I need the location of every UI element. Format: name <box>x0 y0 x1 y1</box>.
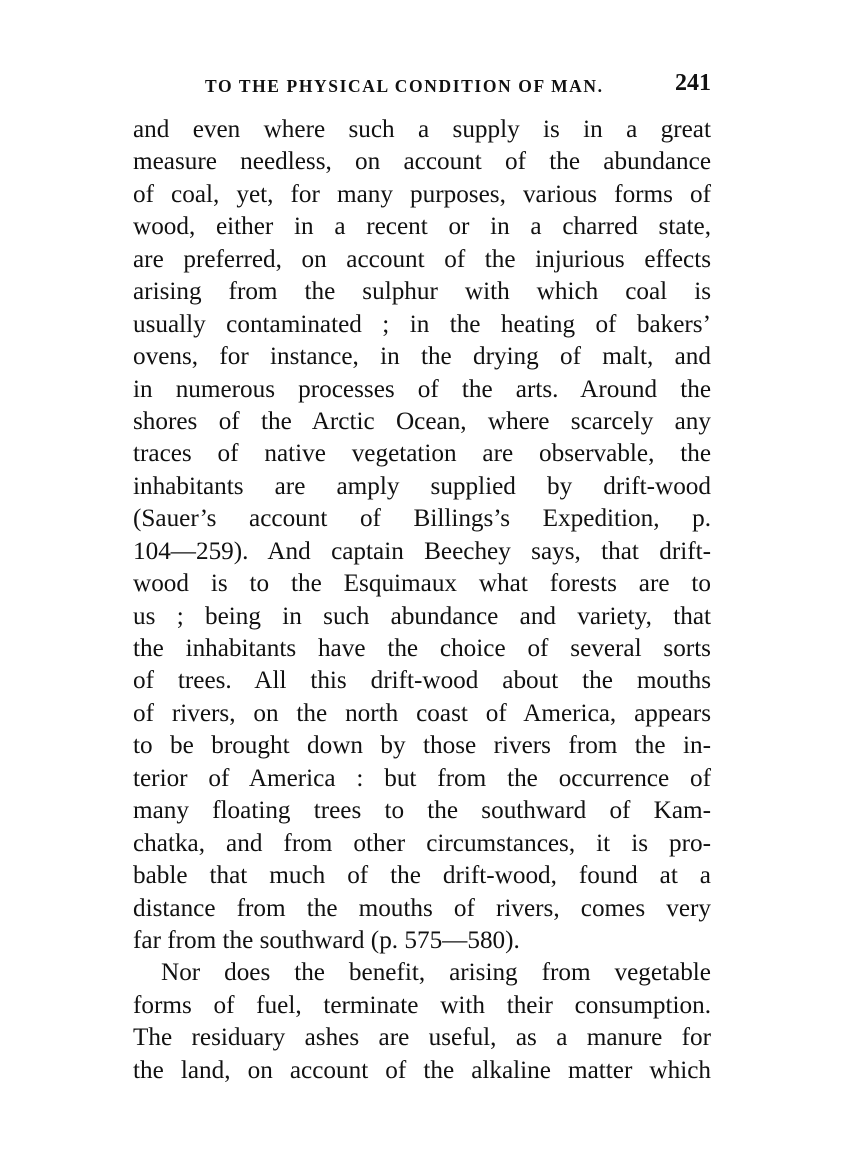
text-line: bable that much of the drift-wood, found at a <box>133 862 711 890</box>
running-header <box>133 70 711 106</box>
page-number: 241 <box>675 70 711 96</box>
text-line: 104—259). And captain Beechey says, that drift- <box>133 537 711 565</box>
body-text <box>133 114 711 1087</box>
text-line: traces of native vegetation are observable, the <box>133 440 711 468</box>
text-line: inhabitants are amply supplied by drift-wood <box>133 472 711 500</box>
text-line: chatka, and from other circumstances, it is pro- <box>133 829 711 857</box>
text-line: us ; being in such abundance and variety, that <box>133 602 711 630</box>
text-line: in numerous processes of the arts. Around the <box>133 375 711 403</box>
text-line: of rivers, on the north coast of America, appears <box>133 699 711 727</box>
paragraph <box>133 957 711 1087</box>
text-line: terior of America : but from the occurrence of <box>133 764 711 792</box>
text-line: shores of the Arctic Ocean, where scarcely any <box>133 407 711 435</box>
text-line: The residuary ashes are useful, as a manure for <box>133 1024 711 1052</box>
text-line: wood is to the Esquimaux what forests are to <box>133 570 711 598</box>
text-line: far from the southward (p. 575—580). <box>133 926 520 954</box>
text-line: wood, either in a recent or in a charred state, <box>133 213 711 241</box>
text-line: usually contaminated ; in the heating of bakers’ <box>133 310 711 338</box>
text-line: to be brought down by those rivers from the in- <box>133 732 711 760</box>
text-line: of coal, yet, for many purposes, various forms of <box>133 180 711 208</box>
paragraph <box>133 114 711 957</box>
text-line: the land, on account of the alkaline matter which <box>133 1056 711 1084</box>
text-line: the inhabitants have the choice of several sorts <box>133 635 711 662</box>
text-line: are preferred, on account of the injurious effects <box>133 245 711 273</box>
text-line: arising from the sulphur with which coal is <box>133 278 711 306</box>
text-line: forms of fuel, terminate with their consumption. <box>133 991 711 1019</box>
text-line: measure needless, on account of the abundance <box>133 148 711 176</box>
text-line: of trees. All this drift-wood about the mouths <box>133 667 711 695</box>
text-line: ovens, for instance, in the drying of malt, and <box>133 343 711 371</box>
text-line: and even where such a supply is in a great <box>133 116 711 143</box>
text-line: distance from the mouths of rivers, comes very <box>133 894 711 922</box>
text-line: many floating trees to the southward of Kam- <box>133 797 711 825</box>
running-title: TO THE PHYSICAL CONDITION OF MAN. <box>205 76 604 96</box>
text-line: (Sauer’s account of Billings’s Expedition, p. <box>133 505 711 533</box>
text-line: Nor does the benefit, arising from vegetable <box>161 959 711 987</box>
